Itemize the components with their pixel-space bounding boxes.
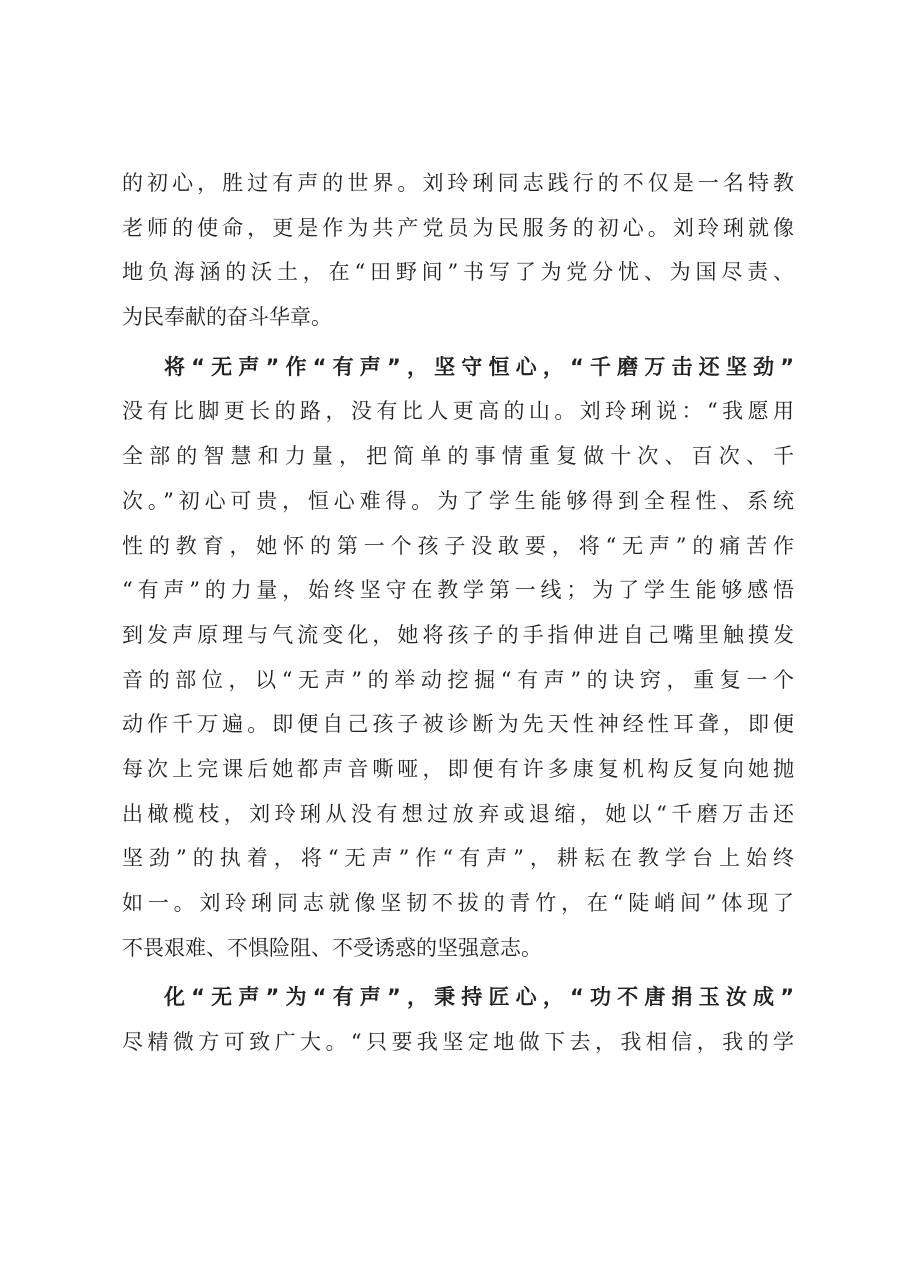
text-line: 全部的智慧和力量，把简单的事情重复做十次、百次、千 (122, 444, 794, 469)
section-heading: 将“无声”作“有声”，坚守恒心，“千磨万击还坚劲” (164, 354, 794, 379)
document-body (122, 161, 794, 1065)
paragraph (122, 1020, 794, 1065)
paragraph (122, 389, 794, 970)
paragraph (122, 161, 794, 340)
text-line: 坚劲”的执着，将“无声”作“有声”，耕耘在教学台上始终 (122, 846, 794, 871)
text-line: 每次上完课后她都声音嘶哑，即便有许多康复机构反复向她抛 (122, 756, 794, 781)
text-line: “有声”的力量，始终坚守在教学第一线；为了学生能够感悟 (122, 578, 794, 603)
text-line: 的初心，胜过有声的世界。刘玲琍同志践行的不仅是一名特教 (122, 171, 794, 195)
text-line: 不畏艰难、不惧险阻、不受诱惑的坚强意志。 (122, 935, 542, 960)
text-line: 没有比脚更长的路，没有比人更高的山。刘玲琍说：“我愿用 (122, 399, 794, 424)
text-line: 到发声原理与气流变化，她将孩子的手指伸进自己嘴里触摸发 (122, 622, 794, 647)
text-line: 为民奉献的奋斗华章。 (122, 305, 332, 330)
text-line: 老师的使命，更是作为共产党员为民服务的初心。刘玲琍就像 (122, 215, 794, 240)
section-heading: 化“无声”为“有声”，秉持匠心，“功不唐捐玉汝成” (164, 985, 794, 1010)
text-line: 如一。刘玲琍同志就像坚韧不拔的青竹，在“陡峭间”体现了 (122, 891, 794, 915)
text-line: 动作千万遍。即便自己孩子被诊断为先天性神经性耳聋，即便 (122, 712, 794, 737)
text-line: 地负海涵的沃土，在“田野间”书写了为党分忧、为国尽责、 (122, 260, 794, 285)
text-line: 出橄榄枝，刘玲琍从没有想过放弃或退缩，她以“千磨万击还 (122, 801, 794, 826)
text-line: 性的教育，她怀的第一个孩子没敢要，将“无声”的痛苦作 (122, 533, 794, 558)
text-line: 次。”初心可贵，恒心难得。为了学生能够得到全程性、系统 (122, 488, 794, 513)
text-line: 音的部位，以“无声”的举动挖掘“有声”的诀窍，重复一个 (122, 667, 794, 692)
text-line: 尽精微方可致广大。“只要我坚定地做下去，我相信，我的学 (122, 1030, 794, 1055)
